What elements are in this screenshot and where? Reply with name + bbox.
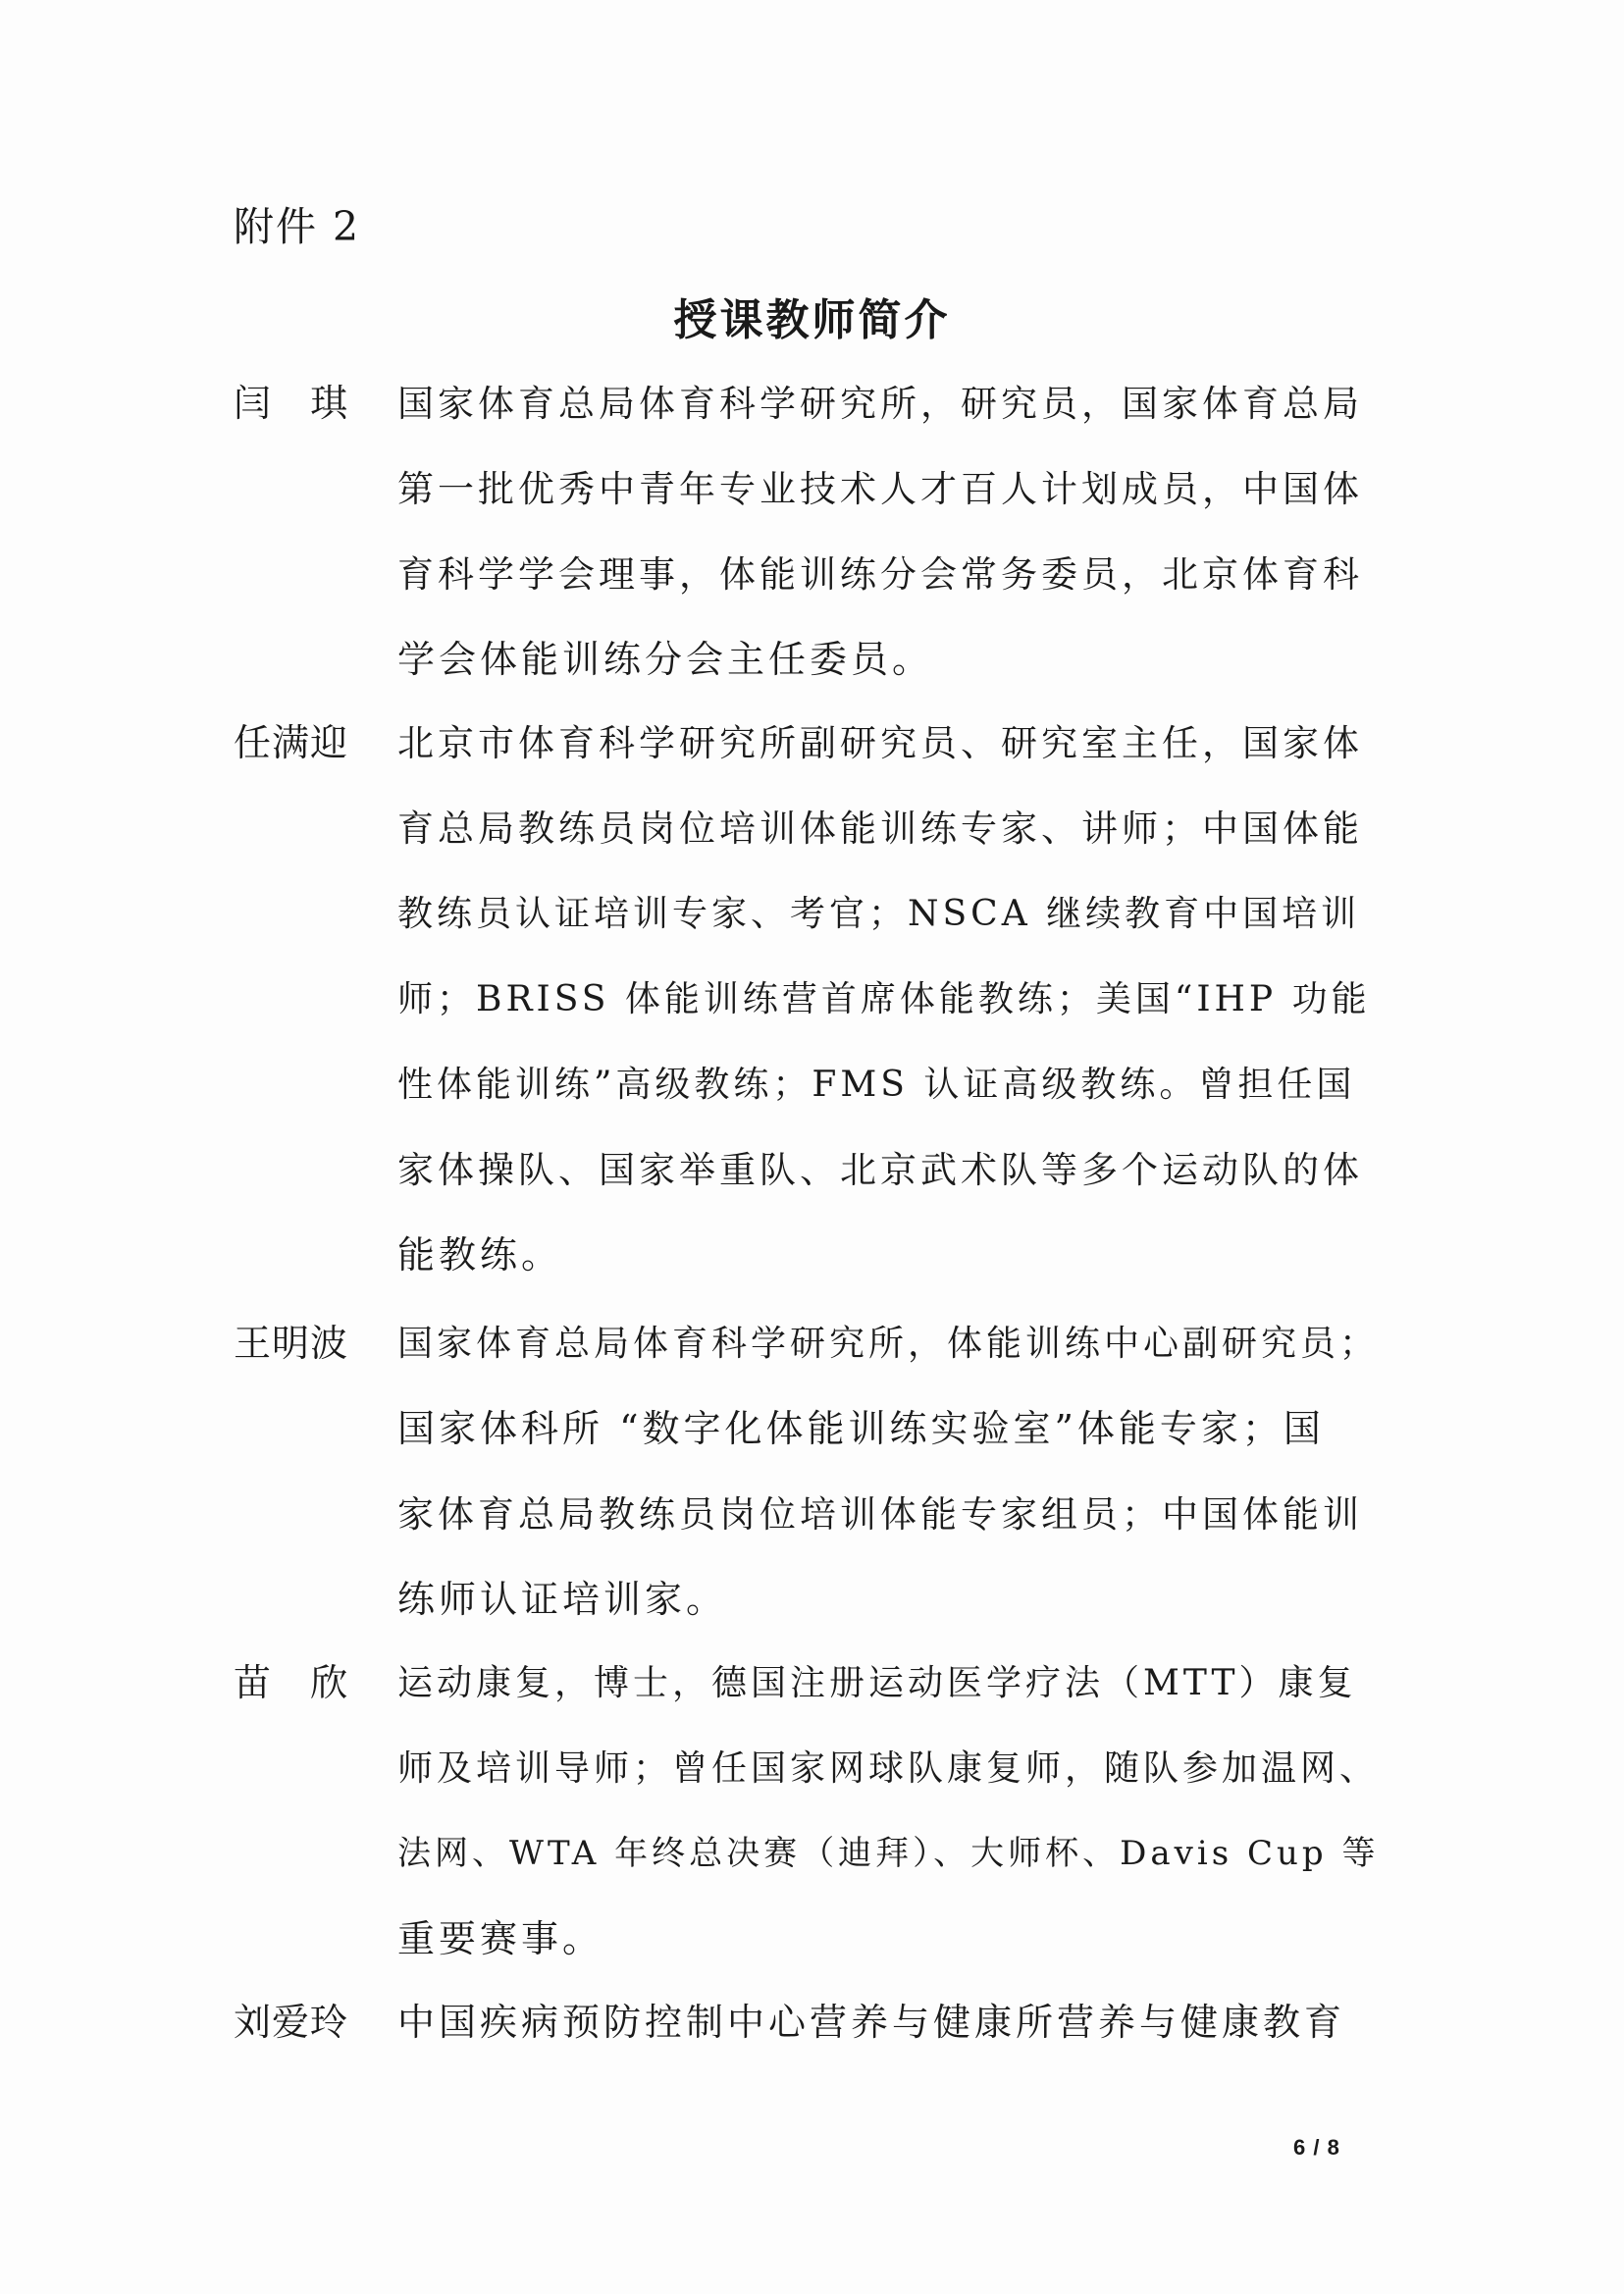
bio-line: 家体育总局教练员岗位培训体能专家组员；中国体能训 (397, 1493, 1363, 1536)
bio-line: 练师认证培训家。 (397, 1578, 728, 1621)
instructor-name: 任满迎 (234, 721, 349, 764)
bio-line: 国家体科所 “数字化体能训练实验室”体能专家；国 (397, 1407, 1325, 1450)
bio-line: 育科学学会理事，体能训练分会常务委员，北京体育科 (397, 553, 1363, 596)
bio-line: 中国疾病预防控制中心营养与健康所营养与健康教育 (397, 2001, 1346, 2044)
bio-line: 运动康复，博士，德国注册运动医学疗法（MTT）康复 (397, 1663, 1357, 1703)
bio-line: 育总局教练员岗位培训体能训练专家、讲师；中国体能 (397, 808, 1363, 850)
instructor-name: 苗 欣 (234, 1661, 349, 1704)
instructor-name: 王明波 (234, 1322, 349, 1365)
bio-line: 师及培训导师；曾任国家网球队康复师，随队参加温网、 (397, 1748, 1380, 1789)
instructor-name: 刘爱玲 (234, 2001, 349, 2044)
page-number: 6 / 8 (1293, 2135, 1340, 2160)
instructor-bio (397, 701, 1379, 1298)
instructor-bio (397, 1301, 1379, 1642)
bio-line: 北京市体育科学研究所副研究员、研究室主任，国家体 (397, 722, 1363, 764)
bio-line: 法网、WTA 年终总决赛（迪拜）、大师杯、Davis Cup 等 (397, 1834, 1380, 1873)
bio-line: 学会体能训练分会主任委员。 (397, 638, 934, 681)
bio-line: 国家体育总局体育科学研究所，研究员，国家体育总局 (397, 383, 1363, 425)
page-title: 授课教师简介 (673, 295, 951, 345)
bio-line: 教练员认证培训专家、考官；NSCA 继续教育中国培训 (397, 894, 1361, 934)
bio-line: 第一批优秀中青年专业技术人才百人计划成员，中国体 (397, 468, 1363, 510)
instructor-bio (397, 1980, 1379, 2065)
bio-line: 能教练。 (397, 1233, 563, 1277)
instructor-name: 闫 琪 (234, 382, 349, 425)
instructor-bio (397, 1641, 1379, 1982)
bio-line: 重要赛事。 (397, 1917, 604, 1960)
bio-line: 国家体育总局体育科学研究所，体能训练中心副研究员； (397, 1324, 1380, 1364)
instructor-bio (397, 361, 1379, 703)
bio-line: 师；BRISS 体能训练营首席体能教练；美国“IHP 功能 (397, 979, 1371, 1019)
bio-line: 家体操队、国家举重队、北京武术队等多个运动队的体 (397, 1149, 1363, 1191)
attachment-label: 附件 2 (234, 203, 361, 250)
bio-line: 性体能训练”高级教练；FMS 认证高级教练。曾担任国 (397, 1065, 1356, 1105)
